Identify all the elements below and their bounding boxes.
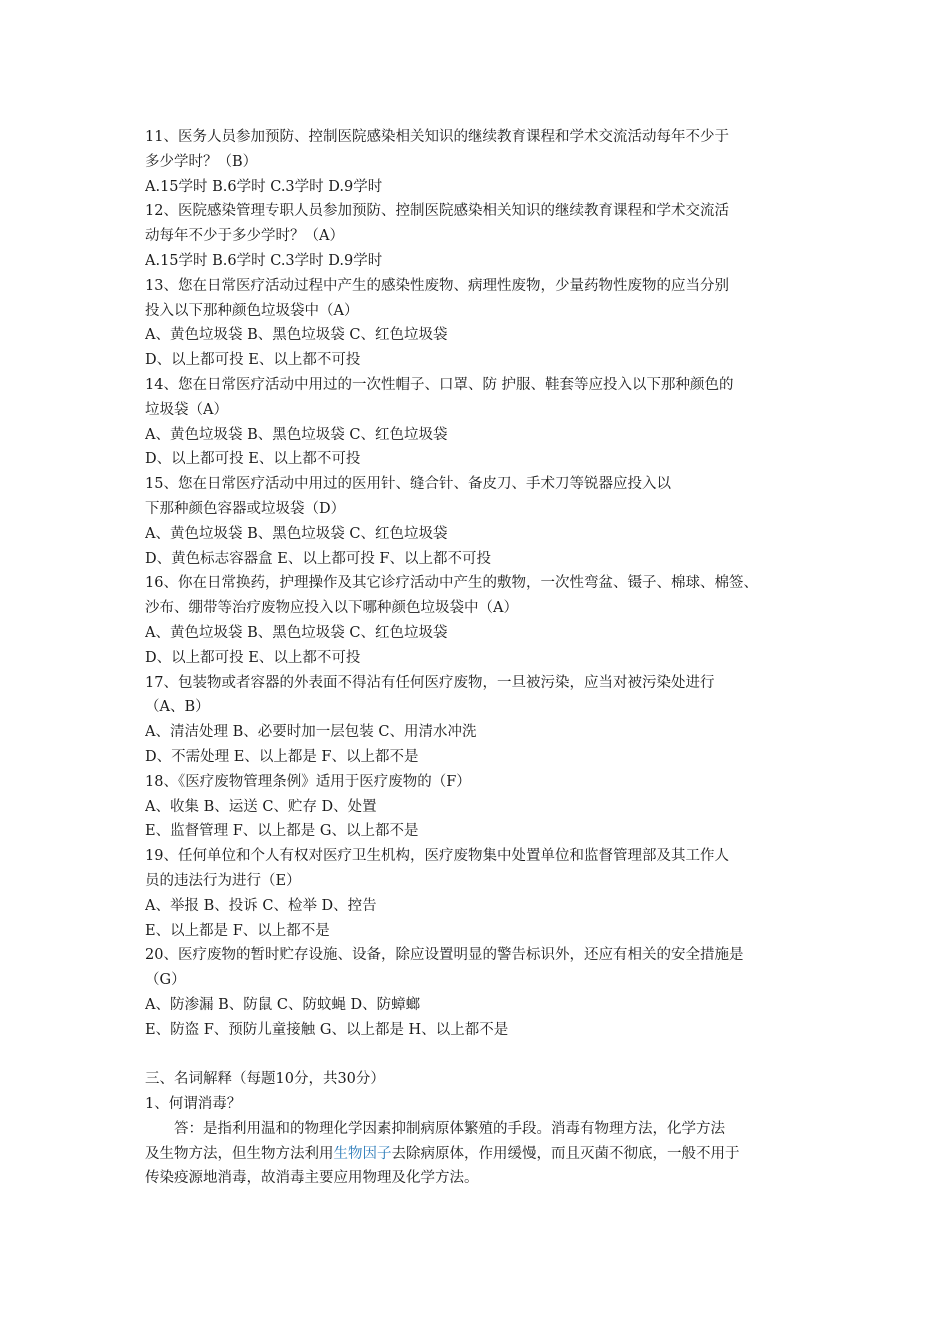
question-text: 沙布、绷带等治疗废物应投入以下哪种颜色垃圾袋中（A） [145, 600, 518, 617]
answer-options: A.15学时 B.6学时 C.3学时 D.9学时 [145, 252, 383, 269]
question-text: 13、您在日常医疗活动过程中产生的感染性废物、病理性废物，少量药物性废物的应当分别 [145, 277, 729, 294]
answer-options: D、不需处理 E、以上都是 F、以上都不是 [145, 748, 419, 765]
question-text: 16、你在日常换药，护理操作及其它诊疗活动中产生的敷物，一次性弯盆、镊子、棉球、棉签、 [145, 575, 758, 592]
question-text: 下那种颜色容器或垃圾袋（D） [145, 500, 346, 517]
answer-options: A、举报 B、投诉 C、检举 D、控告 [145, 897, 377, 914]
answer-options: A、黄色垃圾袋 B、黑色垃圾袋 C、红色垃圾袋 [145, 525, 448, 542]
answer-options: E、防盗 F、预防儿童接触 G、以上都是 H、以上都不是 [145, 1021, 509, 1038]
answer-options: D、以上都可投 E、以上都不可投 [145, 649, 361, 666]
document-page [145, 125, 810, 1191]
question-text: 18、《医疗废物管理条例》适用于医疗废物的（F） [145, 773, 471, 790]
question-block [145, 373, 810, 472]
answer-line: 传染疫源地消毒，故消毒主要应用物理及化学方法。 [145, 1170, 479, 1187]
question-text: 15、您在日常医疗活动中用过的医用针、缝合针、备皮刀、手术刀等锐器应投入以 [145, 476, 671, 493]
question-text: （A、B） [145, 699, 210, 716]
question-text: 投入以下那种颜色垃圾袋中（A） [145, 302, 359, 319]
question-block [145, 844, 810, 943]
answer-text: 及生物方法，但生物方法利用 [145, 1145, 334, 1162]
answer-options: E、以上都是 F、以上都不是 [145, 922, 330, 939]
question-block [145, 671, 810, 770]
answer-options: D、黄色标志容器盒 E、以上都可投 F、以上都不可投 [145, 550, 491, 567]
question-block [145, 125, 810, 199]
question-text: 员的违法行为进行（E） [145, 872, 301, 889]
definition-question: 1、何谓消毒？ [145, 1096, 242, 1113]
question-text: 垃圾袋（A） [145, 401, 228, 418]
answer-options: E、监督管理 F、以上都是 G、以上都不是 [145, 823, 419, 840]
answer-line: 答：是指利用温和的物理化学因素抑制病原体繁殖的手段。消毒有物理方法，化学方法 [174, 1120, 725, 1137]
question-block [145, 199, 810, 273]
section-gap [145, 1042, 810, 1067]
question-text: 20、医疗废物的暂时贮存设施、设备，除应设置明显的警告标识外，还应有相关的安全措施是 [145, 947, 744, 964]
answer-options: A、黄色垃圾袋 B、黑色垃圾袋 C、红色垃圾袋 [145, 426, 448, 443]
question-block [145, 943, 810, 1042]
question-list [145, 125, 810, 1042]
answer-options: A、防渗漏 B、防鼠 C、防蚊蝇 D、防蟑螂 [145, 996, 421, 1013]
question-text: （G） [145, 972, 186, 989]
question-text: 19、任何单位和个人有权对医疗卫生机构，医疗废物集中处置单位和监督管理部及其工作人 [145, 848, 729, 865]
answer-options: D、以上都可投 E、以上都不可投 [145, 451, 361, 468]
biological-factor-link[interactable]: 生物因子 [333, 1145, 392, 1162]
answer-options: A、收集 B、运送 C、贮存 D、处置 [145, 798, 377, 815]
question-block [145, 472, 810, 571]
section-heading: 三、名词解释（每题10分，共30分） [145, 1071, 385, 1088]
question-block [145, 274, 810, 373]
question-text: 多少学时？（B） [145, 153, 258, 170]
question-block [145, 770, 810, 844]
question-text: 14、您在日常医疗活动中用过的一次性帽子、口罩、防 护服、鞋套等应投入以下那种颜色的 [145, 376, 734, 393]
answer-options: A、清洁处理 B、必要时加一层包装 C、用清水冲洗 [145, 724, 477, 741]
answer-line [145, 1142, 810, 1167]
answer-options: D、以上都可投 E、以上都不可投 [145, 352, 361, 369]
question-text: 动每年不少于多少学时？（A） [145, 228, 344, 245]
answer-options: A、黄色垃圾袋 B、黑色垃圾袋 C、红色垃圾袋 [145, 624, 448, 641]
answer-text: 去除病原体，作用缓慢，而且灭菌不彻底，一般不用于 [391, 1145, 740, 1162]
question-block [145, 571, 810, 670]
question-text: 12、医院感染管理专职人员参加预防、控制医院感染相关知识的继续教育课程和学术交流活 [145, 203, 729, 220]
answer-options: A、黄色垃圾袋 B、黑色垃圾袋 C、红色垃圾袋 [145, 327, 448, 344]
answer-options: A.15学时 B.6学时 C.3学时 D.9学时 [145, 178, 383, 195]
question-text: 17、包装物或者容器的外表面不得沾有任何医疗废物，一旦被污染，应当对被污染处进行 [145, 674, 715, 691]
question-text: 11、医务人员参加预防、控制医院感染相关知识的继续教育课程和学术交流活动每年不少于 [145, 129, 729, 145]
